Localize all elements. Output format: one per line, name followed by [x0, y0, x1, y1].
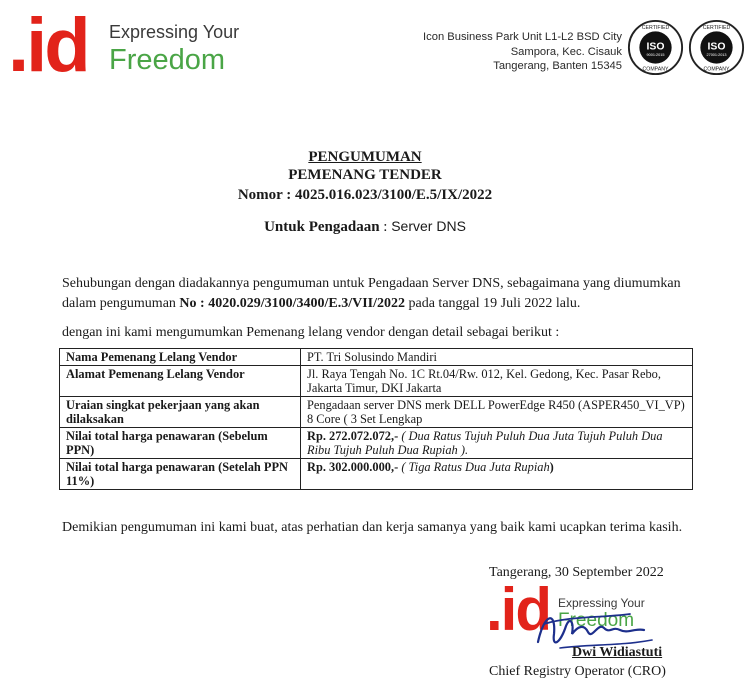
- stamp-tagline-bottom: Freedom: [558, 610, 635, 631]
- row-value: [301, 428, 693, 459]
- row-value: Jl. Raya Tengah No. 1C Rt.04/Rw. 012, Kel. Gedong, Kec. Pasar Rebo, Jakarta Timur, DKI Jakarta: [301, 366, 693, 397]
- table-row: [60, 366, 693, 397]
- price-in-words: ( Tiga Ratus Dua Juta Rupiah: [398, 460, 550, 474]
- intro-paragraph: [62, 274, 702, 314]
- svg-text:ISO: ISO: [707, 41, 726, 53]
- logo-mark: .id: [8, 3, 88, 88]
- svg-text:ISO: ISO: [646, 41, 665, 53]
- procurement-label: Untuk Pengadaan: [264, 219, 380, 235]
- address-line: Tangerang, Banten 15345: [493, 60, 622, 72]
- winner-details-table: [59, 348, 693, 490]
- row-label: Uraian singkat pekerjaan yang akan dilaksakan: [60, 397, 301, 428]
- table-row: [60, 459, 693, 490]
- table-row: [60, 428, 693, 459]
- price-amount: Rp. 272.072.072,-: [307, 429, 399, 443]
- announcement-heading: PENGUMUMAN: [308, 149, 422, 165]
- svg-text:27001:2013: 27001:2013: [706, 53, 727, 58]
- svg-text:COMPANY: COMPANY: [703, 66, 730, 73]
- details-lead-in: dengan ini kami mengumumkan Pemenang lelang vendor dengan detail sebagai berikut :: [62, 325, 560, 340]
- row-label: Nilai total harga penawaran (Sebelum PPN): [60, 428, 301, 459]
- svg-text:9001:2015: 9001:2015: [646, 53, 665, 58]
- announcement-subheading: PEMENANG TENDER: [288, 167, 442, 183]
- closing-paragraph: Demikian pengumuman ini kami buat, atas perhatian dan kerja samanya yang baik kami ucapkan terima kasih.: [62, 520, 683, 535]
- price-in-words: ( Dua Ratus Tujuh Puluh Dua Juta Tujuh Puluh Dua Ribu Tujuh Puluh Dua Rupiah ).: [307, 429, 663, 457]
- signatory-name: Dwi Widiastuti: [572, 645, 663, 660]
- signature-date: Tangerang, 30 September 2022: [489, 565, 664, 580]
- row-label: Nama Pemenang Lelang Vendor: [60, 349, 301, 366]
- procurement-value: Server DNS: [391, 218, 466, 234]
- intro-text: Sehubungan dengan diadakannya pengumuman untuk Pengadaan Server DNS, sebagaimana yang diumumkan dalam pengumuman: [62, 276, 681, 311]
- stamp-logo-mark: .id: [486, 576, 550, 643]
- announcement-number: Nomor : 4025.016.023/3100/E.5/IX/2022: [237, 187, 493, 203]
- procurement-subject: [0, 218, 730, 236]
- iso-certification-seal: [627, 19, 684, 76]
- signatory-role: Chief Registry Operator (CRO): [489, 664, 666, 679]
- address-line: Sampora, Kec. Cisauk: [510, 45, 622, 58]
- row-value: Pengadaan server DNS merk DELL PowerEdge R450 (ASPER450_VI_VP) 8 Core ( 3 Set Lengkap: [301, 397, 693, 428]
- intro-text-end: pada tanggal 19 Juli 2022 lalu.: [405, 296, 581, 311]
- row-value: PT. Tri Solusindo Mandiri: [301, 349, 693, 366]
- logo-tagline-top: Expressing Your: [109, 22, 240, 42]
- row-label: Nilai total harga penawaran (Setelah PPN 11%): [60, 459, 301, 490]
- stamp-tagline-top: Expressing Your: [558, 596, 645, 610]
- row-value: [301, 459, 693, 490]
- price-close-paren: ): [549, 460, 554, 474]
- company-address: [423, 30, 622, 74]
- table-row: [60, 397, 693, 428]
- reference-number: No : 4020.029/3100/3400/E.3/VII/2022: [179, 296, 405, 311]
- row-label: Alamat Pemenang Lelang Vendor: [60, 366, 301, 397]
- svg-text:COMPANY: COMPANY: [642, 66, 669, 73]
- logo-tagline-bottom: Freedom: [109, 44, 226, 76]
- price-amount: Rp. 302.000.000,-: [307, 460, 399, 474]
- address-line: Icon Business Park Unit L1-L2 BSD City: [423, 31, 622, 43]
- svg-text:CERTIFIED: CERTIFIED: [702, 24, 731, 31]
- table-row: [60, 349, 693, 366]
- svg-text:CERTIFIED: CERTIFIED: [641, 24, 670, 31]
- procurement-separator: :: [379, 219, 392, 235]
- iso-certification-seal: [688, 19, 745, 76]
